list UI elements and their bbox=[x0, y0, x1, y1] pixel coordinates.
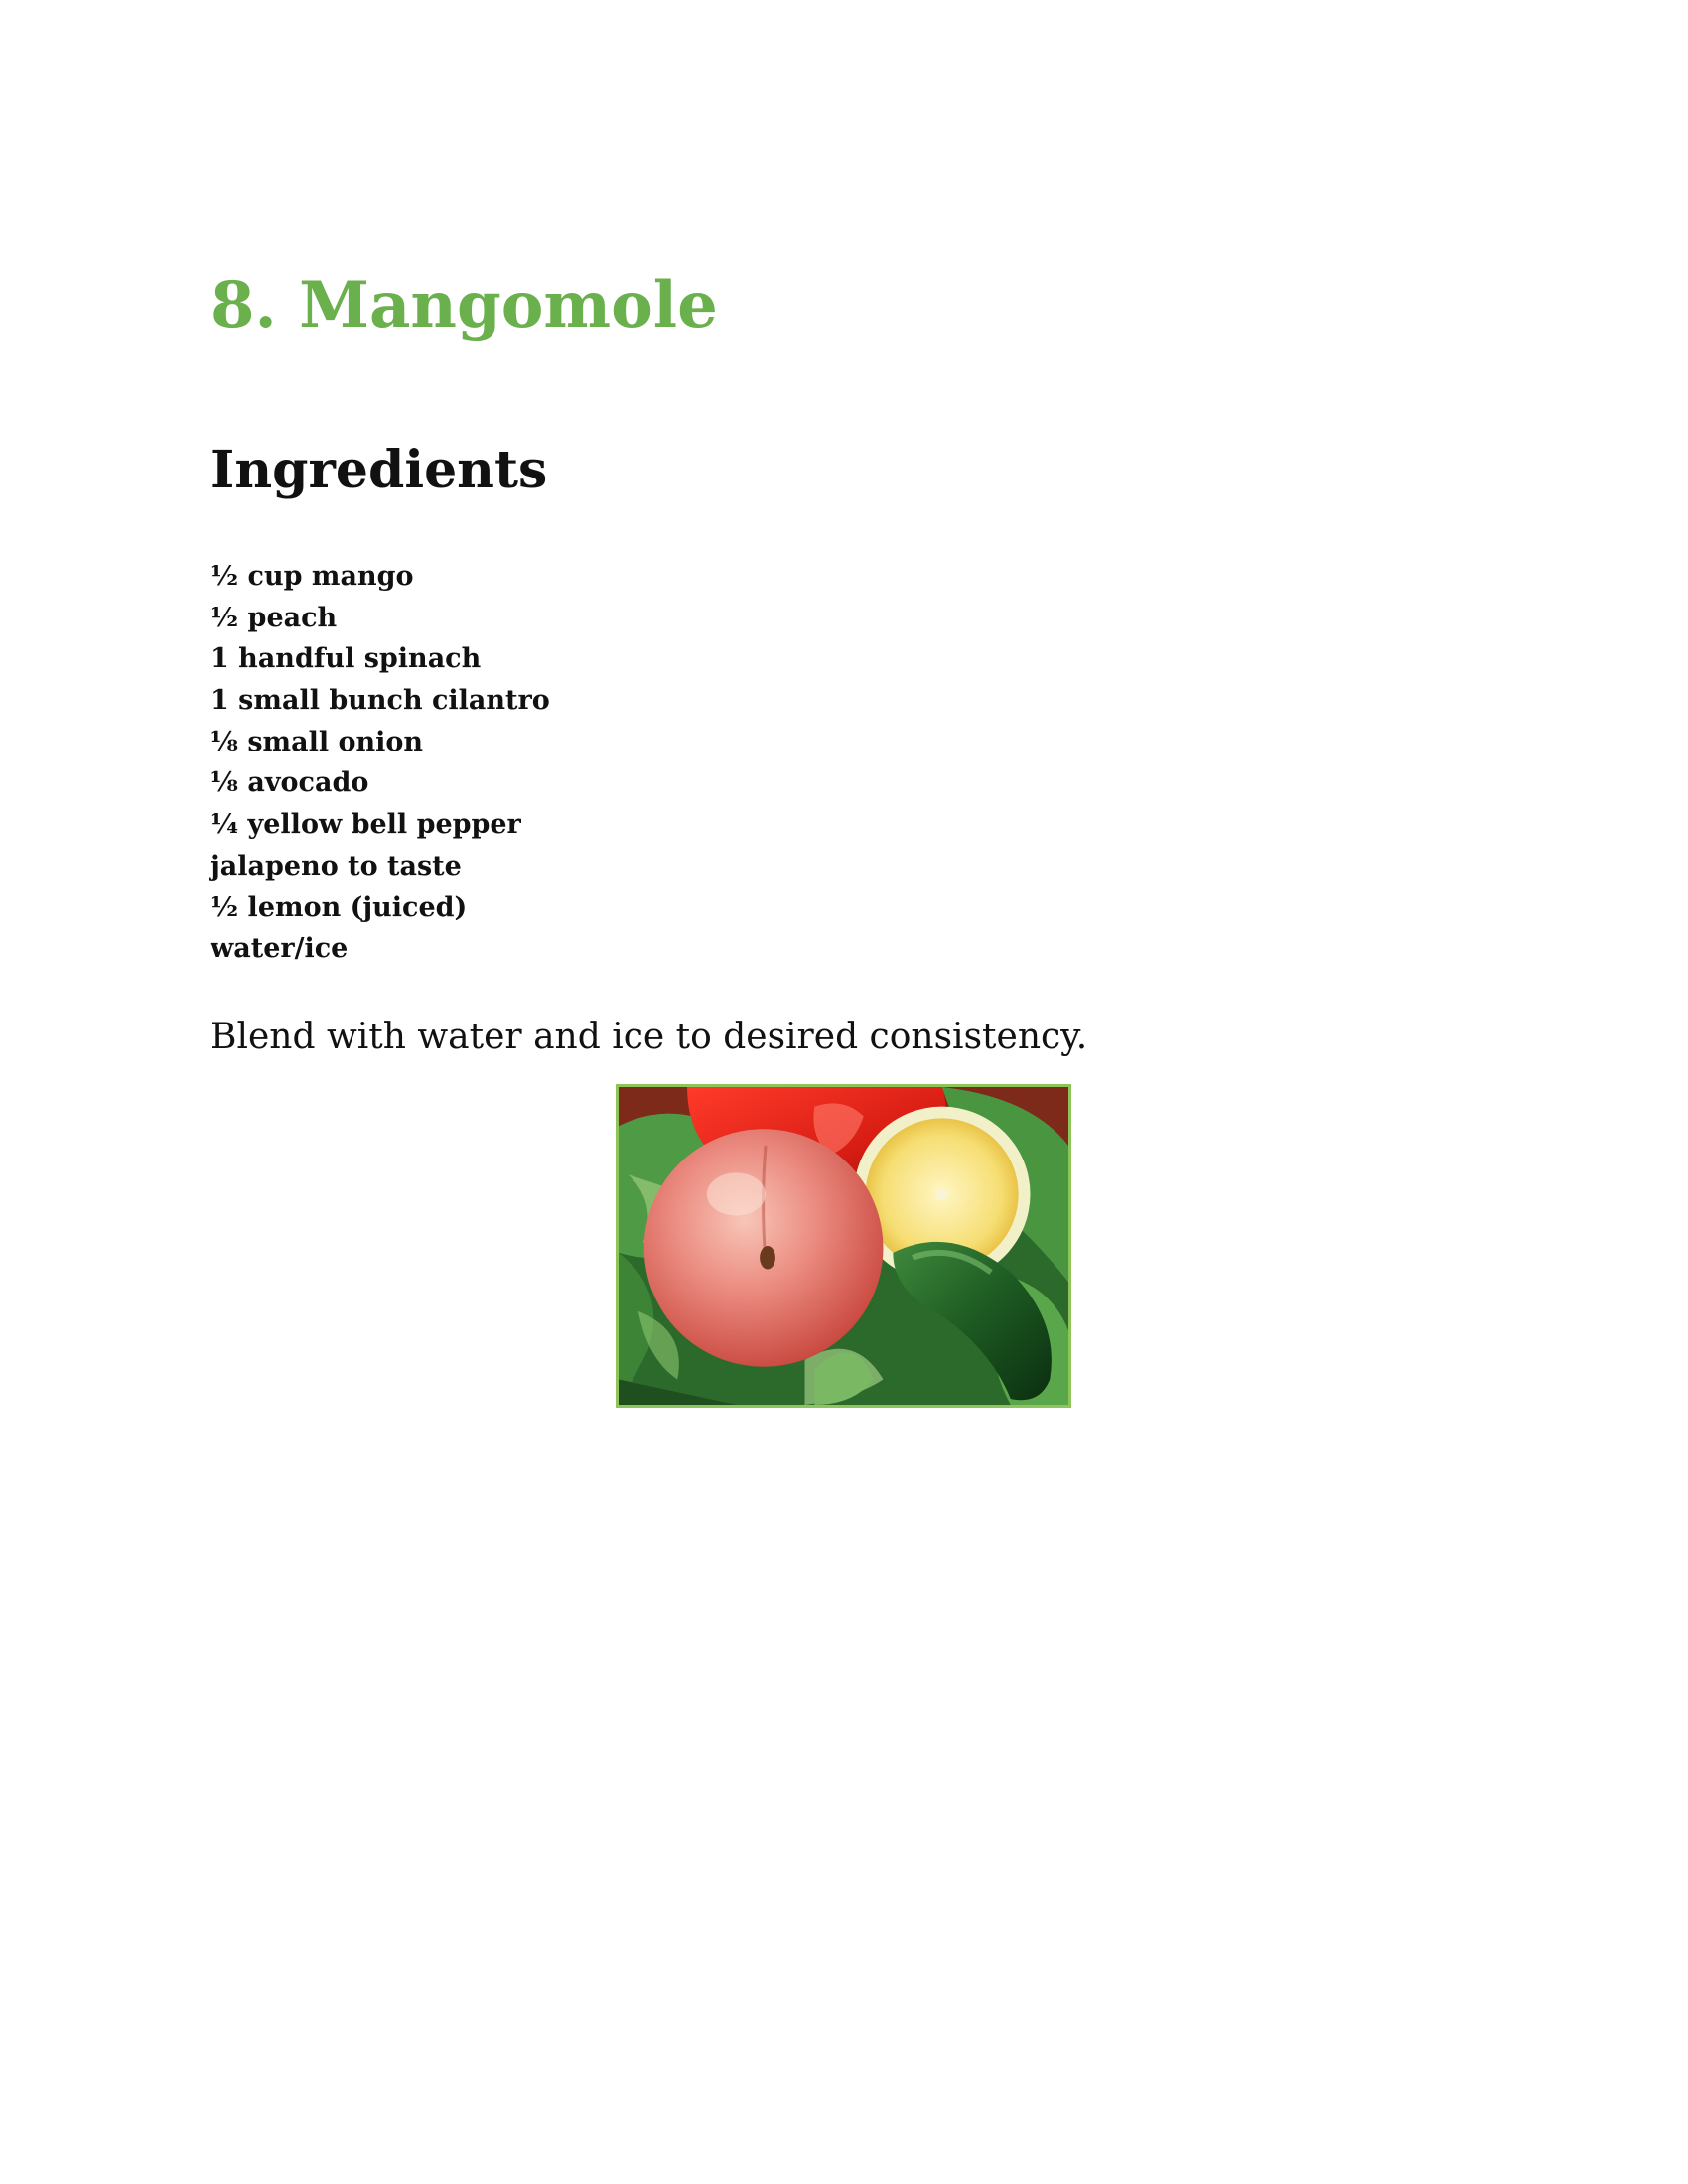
peach bbox=[644, 1129, 884, 1367]
ingredients-heading: Ingredients bbox=[211, 440, 548, 500]
ingredients-list bbox=[211, 556, 550, 970]
ingredient-item: ⅛ avocado bbox=[211, 767, 369, 799]
ingredient-item: ¼ yellow bell pepper bbox=[211, 809, 521, 841]
ingredient-item: ⅛ small onion bbox=[211, 726, 424, 757]
recipe-instructions: Blend with water and ice to desired consistency. bbox=[211, 1017, 1088, 1057]
recipe-title: 8. Mangomole bbox=[211, 268, 718, 342]
ingredient-item: ½ peach bbox=[211, 602, 338, 633]
ingredient-item: water/ice bbox=[211, 933, 349, 965]
ingredients-photo bbox=[616, 1084, 1071, 1408]
ingredient-item: ½ cup mango bbox=[211, 561, 414, 592]
ingredient-item: 1 handful spinach bbox=[211, 643, 482, 675]
ingredient-item: 1 small bunch cilantro bbox=[211, 685, 550, 717]
ingredient-item: jalapeno to taste bbox=[211, 850, 462, 882]
ingredient-item: ½ lemon (juiced) bbox=[211, 891, 468, 923]
produce-illustration bbox=[619, 1087, 1068, 1405]
